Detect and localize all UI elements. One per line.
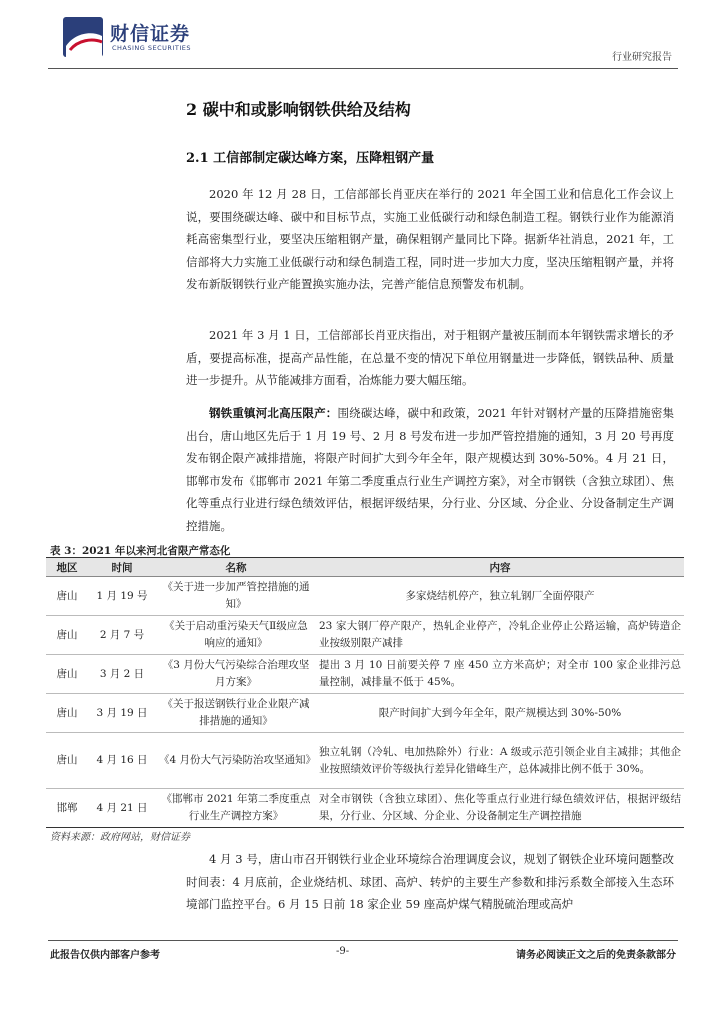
cell-date: 3 月 19 日 — [88, 694, 156, 733]
cell-date: 2 月 7 号 — [88, 616, 156, 655]
table-row — [46, 733, 684, 789]
cell-content: 限产时间扩大到今年全年，限产规模达到 30%-50% — [316, 694, 684, 733]
cell-content: 多家烧结机停产，独立轧钢厂全面停限产 — [316, 577, 684, 616]
paragraph-1-text: 2020 年 12 月 28 日，工信部部长肖亚庆在举行的 2021 年全国工业和信息化工作会议上说，要围绕碳达峰、碳中和目标节点，实施工业低碳行动和绿色制造工程。钢铁行业作为能源消耗高密集型行业，要坚决压缩粗钢产量，确保粗钢产量同比下降。据新华社消息，2021 年，工信部将大力实施工业低碳行动和绿色制造工程，同时进一步加大力度，坚决压缩粗钢产量，并将发布新版钢铁行业产能置换实施办法，完善产能信息预警发布机制。 — [186, 187, 674, 291]
table-header-row — [46, 558, 684, 577]
chasing-logo-icon — [62, 16, 104, 58]
cell-name: 《4 月份大气污染防治攻坚通知》 — [156, 733, 316, 789]
section-heading: 2 碳中和或影响钢铁供给及结构 — [186, 100, 411, 119]
paragraph-1 — [186, 183, 674, 296]
footer-divider — [48, 940, 678, 941]
footer-disclaimer-left: 此报告仅供内部客户参考 — [50, 950, 160, 961]
header-name: 名称 — [156, 558, 316, 577]
cell-date: 4 月 16 日 — [88, 733, 156, 789]
logo-chinese-name: 财信证券 — [110, 23, 191, 45]
cell-date: 3 月 2 日 — [88, 655, 156, 694]
paragraph-4-text: 4 月 3 号，唐山市召开钢铁行业企业环境综合治理调度会议，规划了钢铁企业环境问题整改时间表：4 月底前，企业烧结机、球团、高炉、转炉的主要生产参数和排污系数全部接入生态环境部门监控平台。6 月 15 日前 18 家企业 59 座高炉煤气精脱硫治理或高炉 — [186, 852, 674, 911]
cell-content: 独立轧钢（冷轧、电加热除外）行业：A 级或示范引领企业自主减排；其他企业按照绩效评价等级执行差异化错峰生产，总体减排比例不低于 30%。 — [316, 733, 684, 789]
production-limit-table — [46, 557, 684, 828]
paragraph-3 — [186, 402, 674, 537]
cell-region: 唐山 — [46, 694, 88, 733]
header-region: 地区 — [46, 558, 88, 577]
report-type-label: 行业研究报告 — [612, 52, 672, 63]
table-row — [46, 655, 684, 694]
header-content: 内容 — [316, 558, 684, 577]
page-number: -9- — [336, 946, 350, 957]
cell-content: 提出 3 月 10 日前要关停 7 座 450 立方米高炉；对全市 100 家企业排污总量控制，减排量不低于 45%。 — [316, 655, 684, 694]
cell-name: 《邯郸市 2021 年第二季度重点行业生产调控方案》 — [156, 789, 316, 828]
cell-name: 《关于报送钢铁行业企业限产减排措施的通知》 — [156, 694, 316, 733]
footer-disclaimer-right: 请务必阅读正文之后的免责条款部分 — [516, 950, 676, 961]
cell-name: 《关于进一步加严管控措施的通知》 — [156, 577, 316, 616]
page-header — [48, 14, 678, 70]
table-row — [46, 694, 684, 733]
paragraph-3-lead: 钢铁重镇河北高压限产： — [209, 406, 338, 420]
paragraph-2-text: 2021 年 3 月 1 日，工信部部长肖亚庆指出，对于粗钢产量被压制而本年钢铁需求增长的矛盾，要提高标准，提高产品性能，在总量不变的情况下单位用钢量进一步降低，钢铁品种、质量进一步提升。从节能减排方面看，冶炼能力要大幅压缩。 — [186, 328, 674, 387]
subsection-heading: 2.1 工信部制定碳达峰方案，压降粗钢产量 — [186, 151, 435, 166]
cell-date: 1 月 19 号 — [88, 577, 156, 616]
logo-english-name: CHASING SECURITIES — [112, 44, 191, 52]
cell-region: 唐山 — [46, 655, 88, 694]
table-row — [46, 577, 684, 616]
cell-name: 《3 月份大气污染综合治理攻坚月方案》 — [156, 655, 316, 694]
paragraph-2 — [186, 324, 674, 392]
header-divider — [48, 68, 678, 69]
cell-content: 23 家大钢厂停产限产，热轧企业停产，冷轧企业停止公路运输，高炉铸造企业按级别限产减排 — [316, 616, 684, 655]
table-row — [46, 789, 684, 828]
cell-region: 唐山 — [46, 577, 88, 616]
cell-region: 邯郸 — [46, 789, 88, 828]
header-date: 时间 — [88, 558, 156, 577]
table-source-note: 资料来源：政府网站，财信证券 — [50, 832, 190, 843]
cell-content: 对全市钢铁（含独立球团）、焦化等重点行业进行绿色绩效评估，根据评级结果，分行业、分区域、分企业、分设备制定生产调控措施 — [316, 789, 684, 828]
table-title: 表 3：2021 年以来河北省限产常态化 — [50, 545, 231, 557]
cell-region: 唐山 — [46, 616, 88, 655]
table-row — [46, 616, 684, 655]
paragraph-3-text — [186, 402, 674, 537]
cell-date: 4 月 21 日 — [88, 789, 156, 828]
paragraph-3-body: 围绕碳达峰，碳中和政策，2021 年针对钢材产量的压降措施密集出台，唐山地区先后于 1 月 19 号、2 月 8 号发布进一步加严管控措施的通知，3 月 20 号再度发布钢企限产减排措施，将限产时间扩大到今年全年，限产规模达到 30%-50%。4 月 21 日，邯郸市发布《邯郸市 2021 年第二季度重点行业生产调控方案》，对全市钢铁（含独立球团）、焦化等重点行业进行绿色绩效评估，根据评级结果，分行业、分区域、分企业、分设备制定生产调控措施。 — [186, 406, 675, 533]
company-logo — [62, 16, 232, 62]
cell-region: 唐山 — [46, 733, 88, 789]
paragraph-4 — [186, 848, 674, 916]
cell-name: 《关于启动重污染天气Ⅱ级应急响应的通知》 — [156, 616, 316, 655]
